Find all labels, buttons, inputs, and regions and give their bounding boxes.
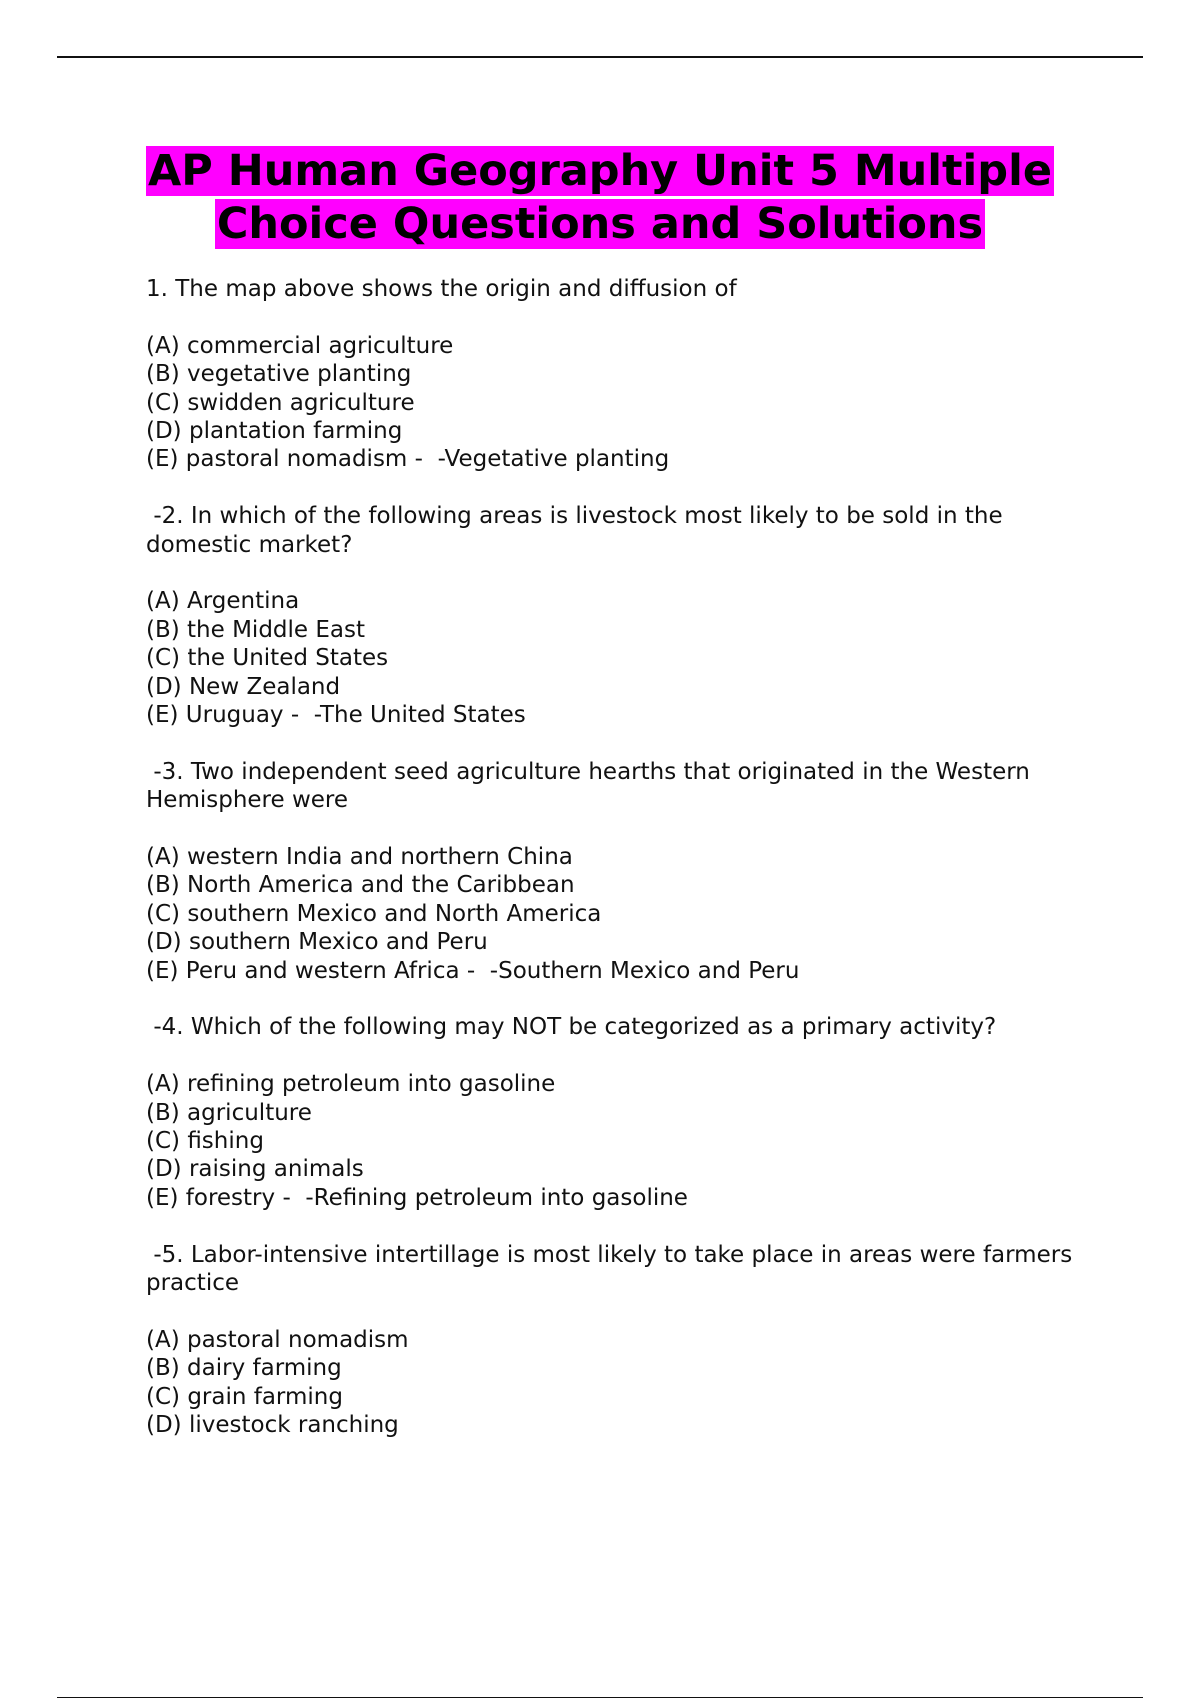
option-e-with-answer: (E) Uruguay - -The United States <box>146 702 526 729</box>
question-1 <box>146 275 1106 474</box>
option-b: (B) the Middle East <box>146 616 366 643</box>
option-a: (A) refining petroleum into gasoline <box>146 1071 556 1098</box>
option-a: (A) Argentina <box>146 588 300 615</box>
option-a: (A) commercial agriculture <box>146 332 454 359</box>
bottom-rule <box>57 1697 1143 1698</box>
option-c: (C) fishing <box>146 1128 264 1155</box>
question-4 <box>146 1013 1106 1212</box>
option-d: (D) raising animals <box>146 1156 364 1183</box>
option-c: (C) grain farming <box>146 1383 343 1410</box>
question-text: -5. Labor-intensive intertillage is most likely to take place in areas were farmers practice <box>146 1241 1080 1297</box>
option-d: (D) New Zealand <box>146 673 341 700</box>
option-d: (D) livestock ranching <box>146 1412 399 1439</box>
option-c: (C) southern Mexico and North America <box>146 900 602 927</box>
question-text: -2. In which of the following areas is livestock most likely to be sold in the domestic market? <box>146 503 1010 558</box>
question-2 <box>146 502 1106 729</box>
option-d: (D) southern Mexico and Peru <box>146 929 488 956</box>
question-3 <box>146 758 1106 985</box>
document-title <box>100 145 1100 251</box>
option-e-with-answer: (E) pastoral nomadism - -Vegetative planting <box>146 446 670 473</box>
top-rule <box>57 56 1143 58</box>
option-e-with-answer: (E) forestry - -Refining petroleum into gasoline <box>146 1184 688 1211</box>
option-e-with-answer: (E) Peru and western Africa - -Southern Mexico and Peru <box>146 957 800 984</box>
option-b: (B) vegetative planting <box>146 361 412 388</box>
question-text: -3. Two independent seed agriculture hearths that originated in the Western Hemisphere were <box>146 758 1038 814</box>
title-highlight: AP Human Geography Unit 5 Multiple Choice Questions and Solutions <box>148 146 1052 249</box>
option-a: (A) pastoral nomadism <box>146 1326 409 1353</box>
option-b: (B) dairy farming <box>146 1355 342 1382</box>
question-text: 1. The map above shows the origin and diffusion of <box>146 276 737 302</box>
question-list <box>146 275 1106 1468</box>
option-c: (C) swidden agriculture <box>146 389 415 416</box>
question-text: -4. Which of the following may NOT be categorized as a primary activity? <box>146 1014 997 1041</box>
question-5 <box>146 1241 1106 1440</box>
option-b: (B) North America and the Caribbean <box>146 872 575 899</box>
option-d: (D) plantation farming <box>146 418 403 445</box>
option-a: (A) western India and northern China <box>146 844 573 871</box>
option-b: (B) agriculture <box>146 1099 312 1126</box>
option-c: (C) the United States <box>146 645 389 672</box>
